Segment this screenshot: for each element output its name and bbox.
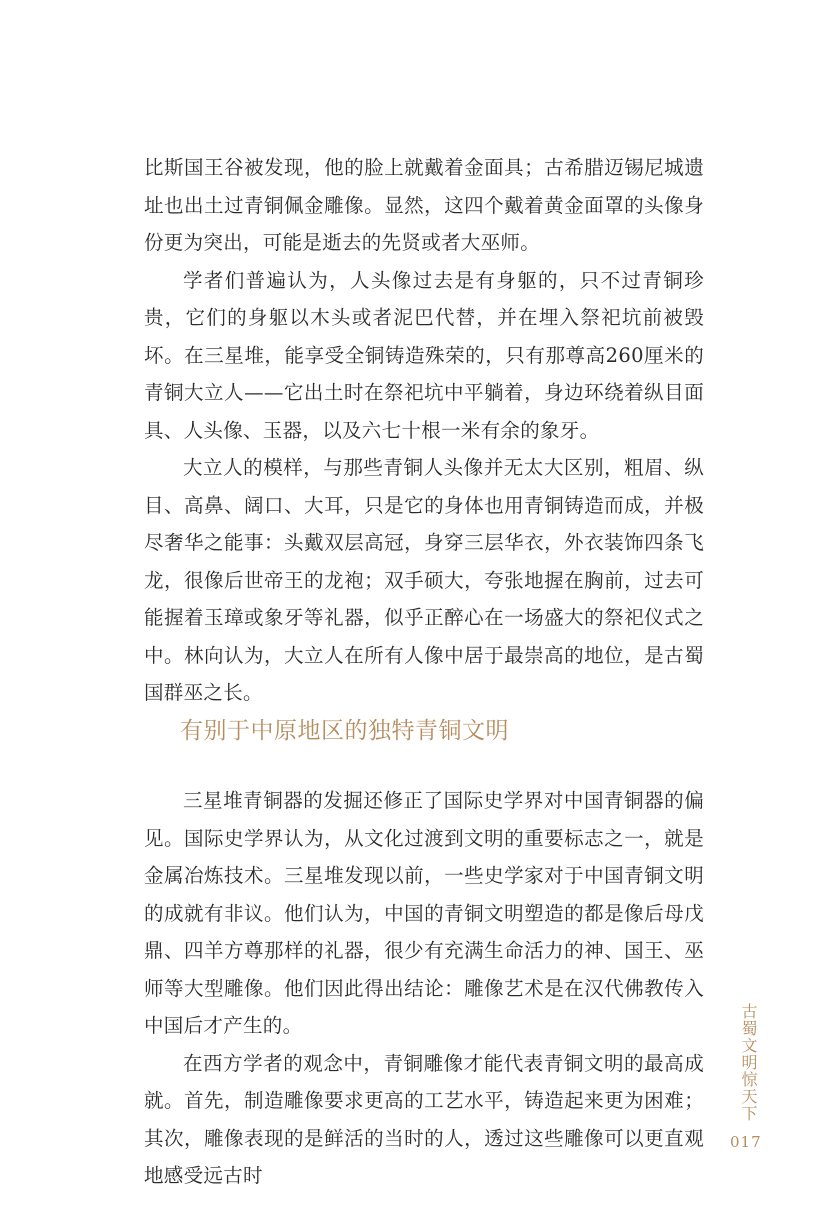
- paragraph: 在西方学者的观念中，青铜雕像才能代表青铜文明的最高成就。首先，制造雕像要求更高的工艺水平，铸造起来更为困难；其次，雕像表现的是鲜活的当时的人，透过这些雕像可以更直观地感受远古时: [144, 1051, 704, 1187]
- paragraph: 大立人的模样，与那些青铜人头像并无太大区别，粗眉、纵目、高鼻、阔口、大耳，只是它的身体也用青铜铸造而成，并极尽奢华之能事：头戴双层高冠，身穿三层华衣，外衣装饰四条飞龙，很像后世帝王的龙袍；双手硕大，夸张地握在胸前，过去可能握着玉璋或象牙等礼器，似乎正醉心在一场盛大的祭祀仪式之中。林向认为，大立人在所有人像中居于最崇高的地位，是古蜀国群巫之长。: [144, 456, 704, 704]
- paragraph: 学者们普遍认为，人头像过去是有身躯的，只不过青铜珍贵，它们的身躯以木头或者泥巴代替，并在埋入祭祀坑前被毁坏。在三星堆，能享受全铜铸造殊荣的，只有那尊高260厘米的青铜大立人——它出土时在祭祀坑中平躺着，身边环绕着纵目面具、人头像、玉器，以及六七十根一米有余的象牙。: [144, 268, 704, 442]
- page-number: 017: [730, 1133, 762, 1151]
- running-title: 古蜀文明惊天下: [739, 1003, 758, 1122]
- paragraph: 三星堆青铜器的发掘还修正了国际史学界对中国青铜器的偏见。国际史学界认为，从文化过渡到文明的重要标志之一，就是金属冶炼技术。三星堆发现以前，一些史学家对于中国青铜文明的成就有非议。他们认为，中国的青铜文明塑造的都是像后母戊鼎、四羊方尊那样的礼器，很少有充满生命活力的神、国王、巫师等大型雕像。他们因此得出结论：雕像艺术是在汉代佛教传入中国后才产生的。: [144, 789, 704, 1037]
- section-heading: 有别于中原地区的独特青铜文明: [180, 718, 509, 744]
- body-text-top: [144, 149, 704, 712]
- body-text-bottom: [144, 782, 704, 1195]
- paragraph: 比斯国王谷被发现，他的脸上就戴着金面具；古希腊迈锡尼城遗址也出土过青铜佩金雕像。显然，这四个戴着黄金面罩的头像身份更为突出，可能是逝去的先贤或者大巫师。: [144, 156, 704, 254]
